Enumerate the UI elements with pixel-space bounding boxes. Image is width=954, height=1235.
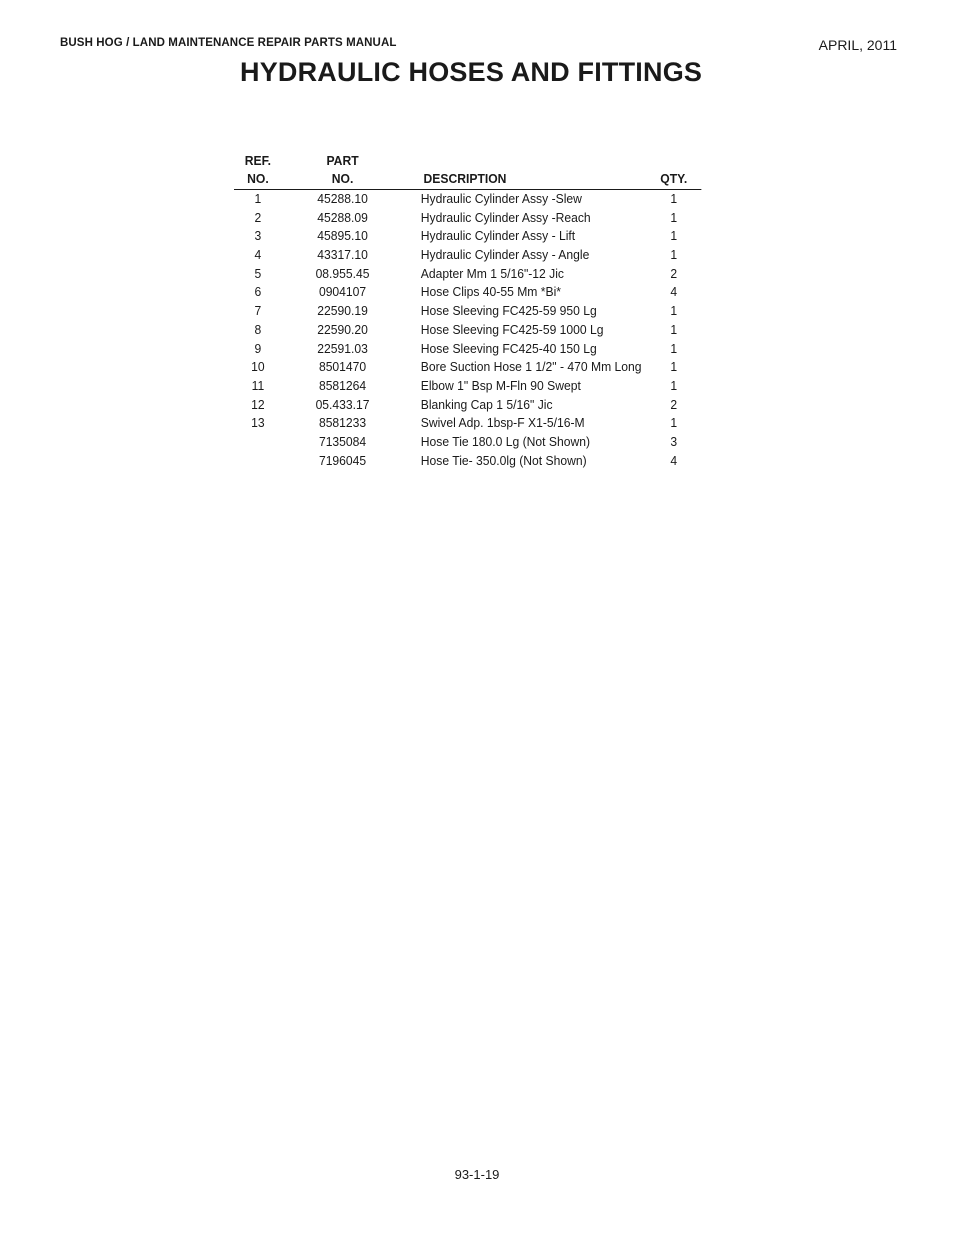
part-no-cell: 05.433.17 — [315, 396, 370, 412]
table-row — [234, 433, 701, 452]
ref-no-cell: 1 — [254, 191, 262, 206]
ref-no-cell: 5 — [254, 265, 262, 281]
ref-no-cell: 11 — [251, 377, 265, 393]
table-row — [234, 452, 701, 471]
description-cell: Hose Sleeving FC425-59 950 Lg — [420, 303, 597, 319]
qty-cell: 1 — [670, 209, 678, 225]
ref-no-cell: 8 — [254, 321, 262, 337]
description-cell: Hose Sleeving FC425-40 150 Lg — [420, 340, 597, 356]
part-no-cell: 45288.10 — [317, 191, 368, 206]
description-cell: Hydraulic Cylinder Assy - Lift — [420, 228, 576, 244]
table-row — [234, 283, 701, 302]
qty-cell: 1 — [670, 377, 678, 393]
part-no-cell: 22590.20 — [317, 321, 368, 337]
qty-cell: 1 — [670, 303, 678, 319]
description-cell: Hydraulic Cylinder Assy - Angle — [420, 247, 590, 263]
manual-title: BUSH HOG / LAND MAINTENANCE REPAIR PARTS MANUAL — [60, 37, 397, 49]
ref-no-cell: 4 — [254, 247, 262, 263]
ref-no-header — [234, 152, 282, 188]
table-row — [234, 377, 701, 396]
table-row — [234, 265, 701, 284]
part-no-cell: 7135084 — [318, 433, 367, 449]
ref-no-cell: 13 — [251, 415, 265, 431]
table-row — [234, 340, 701, 359]
part-no-cell: 8581264 — [318, 377, 367, 393]
table-row — [234, 414, 701, 433]
part-no-cell: 45288.09 — [317, 209, 368, 225]
part-no-cell: 43317.10 — [317, 247, 368, 263]
table-row — [234, 209, 701, 228]
description-cell: Blanking Cap 1 5/16" Jic — [420, 396, 553, 412]
description-cell: Hose Tie- 350.0lg (Not Shown) — [420, 452, 587, 468]
qty-cell: 1 — [670, 247, 678, 263]
description-cell: Hydraulic Cylinder Assy -Slew — [420, 191, 582, 206]
ref-no-cell: 6 — [254, 284, 262, 300]
ref-no-cell: 10 — [251, 359, 265, 375]
ref-no-cell: 9 — [254, 340, 262, 356]
ref-header-line2: NO. — [247, 171, 269, 186]
qty-header: QTY. — [660, 171, 688, 186]
part-no-cell: 8581233 — [318, 415, 367, 431]
qty-cell: 4 — [670, 284, 678, 300]
description-cell: Hose Tie 180.0 Lg (Not Shown) — [420, 433, 591, 449]
description-cell: Swivel Adp. 1bsp-F X1-5/16-M — [420, 415, 585, 431]
parts-table — [234, 152, 688, 470]
description-cell: Elbow 1" Bsp M-Fln 90 Swept — [420, 377, 581, 393]
part-no-cell: 22591.03 — [317, 340, 368, 356]
ref-no-cell: 2 — [254, 209, 262, 225]
ref-no-cell — [234, 452, 282, 471]
part-no-cell: 0904107 — [318, 284, 367, 300]
qty-cell: 2 — [670, 265, 678, 281]
qty-cell: 3 — [670, 433, 678, 449]
qty-cell: 1 — [670, 321, 678, 337]
table-row — [234, 396, 701, 415]
page-number: 93-1-19 — [454, 1167, 500, 1182]
part-no-cell: 8501470 — [318, 359, 367, 375]
qty-cell: 1 — [670, 359, 678, 375]
table-row — [234, 246, 701, 265]
qty-cell: 2 — [670, 396, 678, 412]
part-no-cell: 08.955.45 — [315, 265, 370, 281]
table-row — [234, 190, 701, 209]
part-no-header — [282, 152, 403, 188]
table-row — [234, 358, 701, 377]
ref-no-cell: 7 — [254, 303, 262, 319]
table-row — [234, 302, 701, 321]
ref-no-cell: 3 — [254, 228, 262, 244]
ref-no-cell — [234, 433, 282, 452]
page-title: HYDRAULIC HOSES AND FITTINGS — [240, 57, 703, 87]
part-header-line2: NO. — [331, 171, 354, 186]
description-cell: Hose Sleeving FC425-59 1000 Lg — [420, 321, 604, 337]
qty-cell: 4 — [670, 452, 678, 468]
description-cell: Adapter Mm 1 5/16"-12 Jic — [420, 265, 564, 281]
part-no-cell: 22590.19 — [317, 303, 368, 319]
part-header-line1: PART — [326, 153, 359, 168]
publication-date: APRIL, 2011 — [818, 37, 897, 53]
table-header-row — [234, 152, 701, 190]
table-row — [234, 227, 701, 246]
ref-header-line1: REF. — [244, 153, 272, 168]
table-body — [234, 190, 678, 470]
qty-cell: 1 — [670, 228, 678, 244]
table-row — [234, 321, 701, 340]
part-no-cell: 7196045 — [318, 452, 367, 468]
part-no-cell: 45895.10 — [317, 228, 368, 244]
description-cell: Hydraulic Cylinder Assy -Reach — [420, 209, 591, 225]
ref-no-cell: 12 — [251, 396, 265, 412]
qty-cell: 1 — [670, 340, 678, 356]
description-cell: Bore Suction Hose 1 1/2" - 470 Mm Long — [420, 359, 642, 375]
description-header: DESCRIPTION — [423, 171, 507, 186]
description-cell: Hose Clips 40-55 Mm *Bi* — [420, 284, 562, 300]
qty-cell: 1 — [670, 191, 678, 206]
qty-cell: 1 — [670, 415, 678, 431]
